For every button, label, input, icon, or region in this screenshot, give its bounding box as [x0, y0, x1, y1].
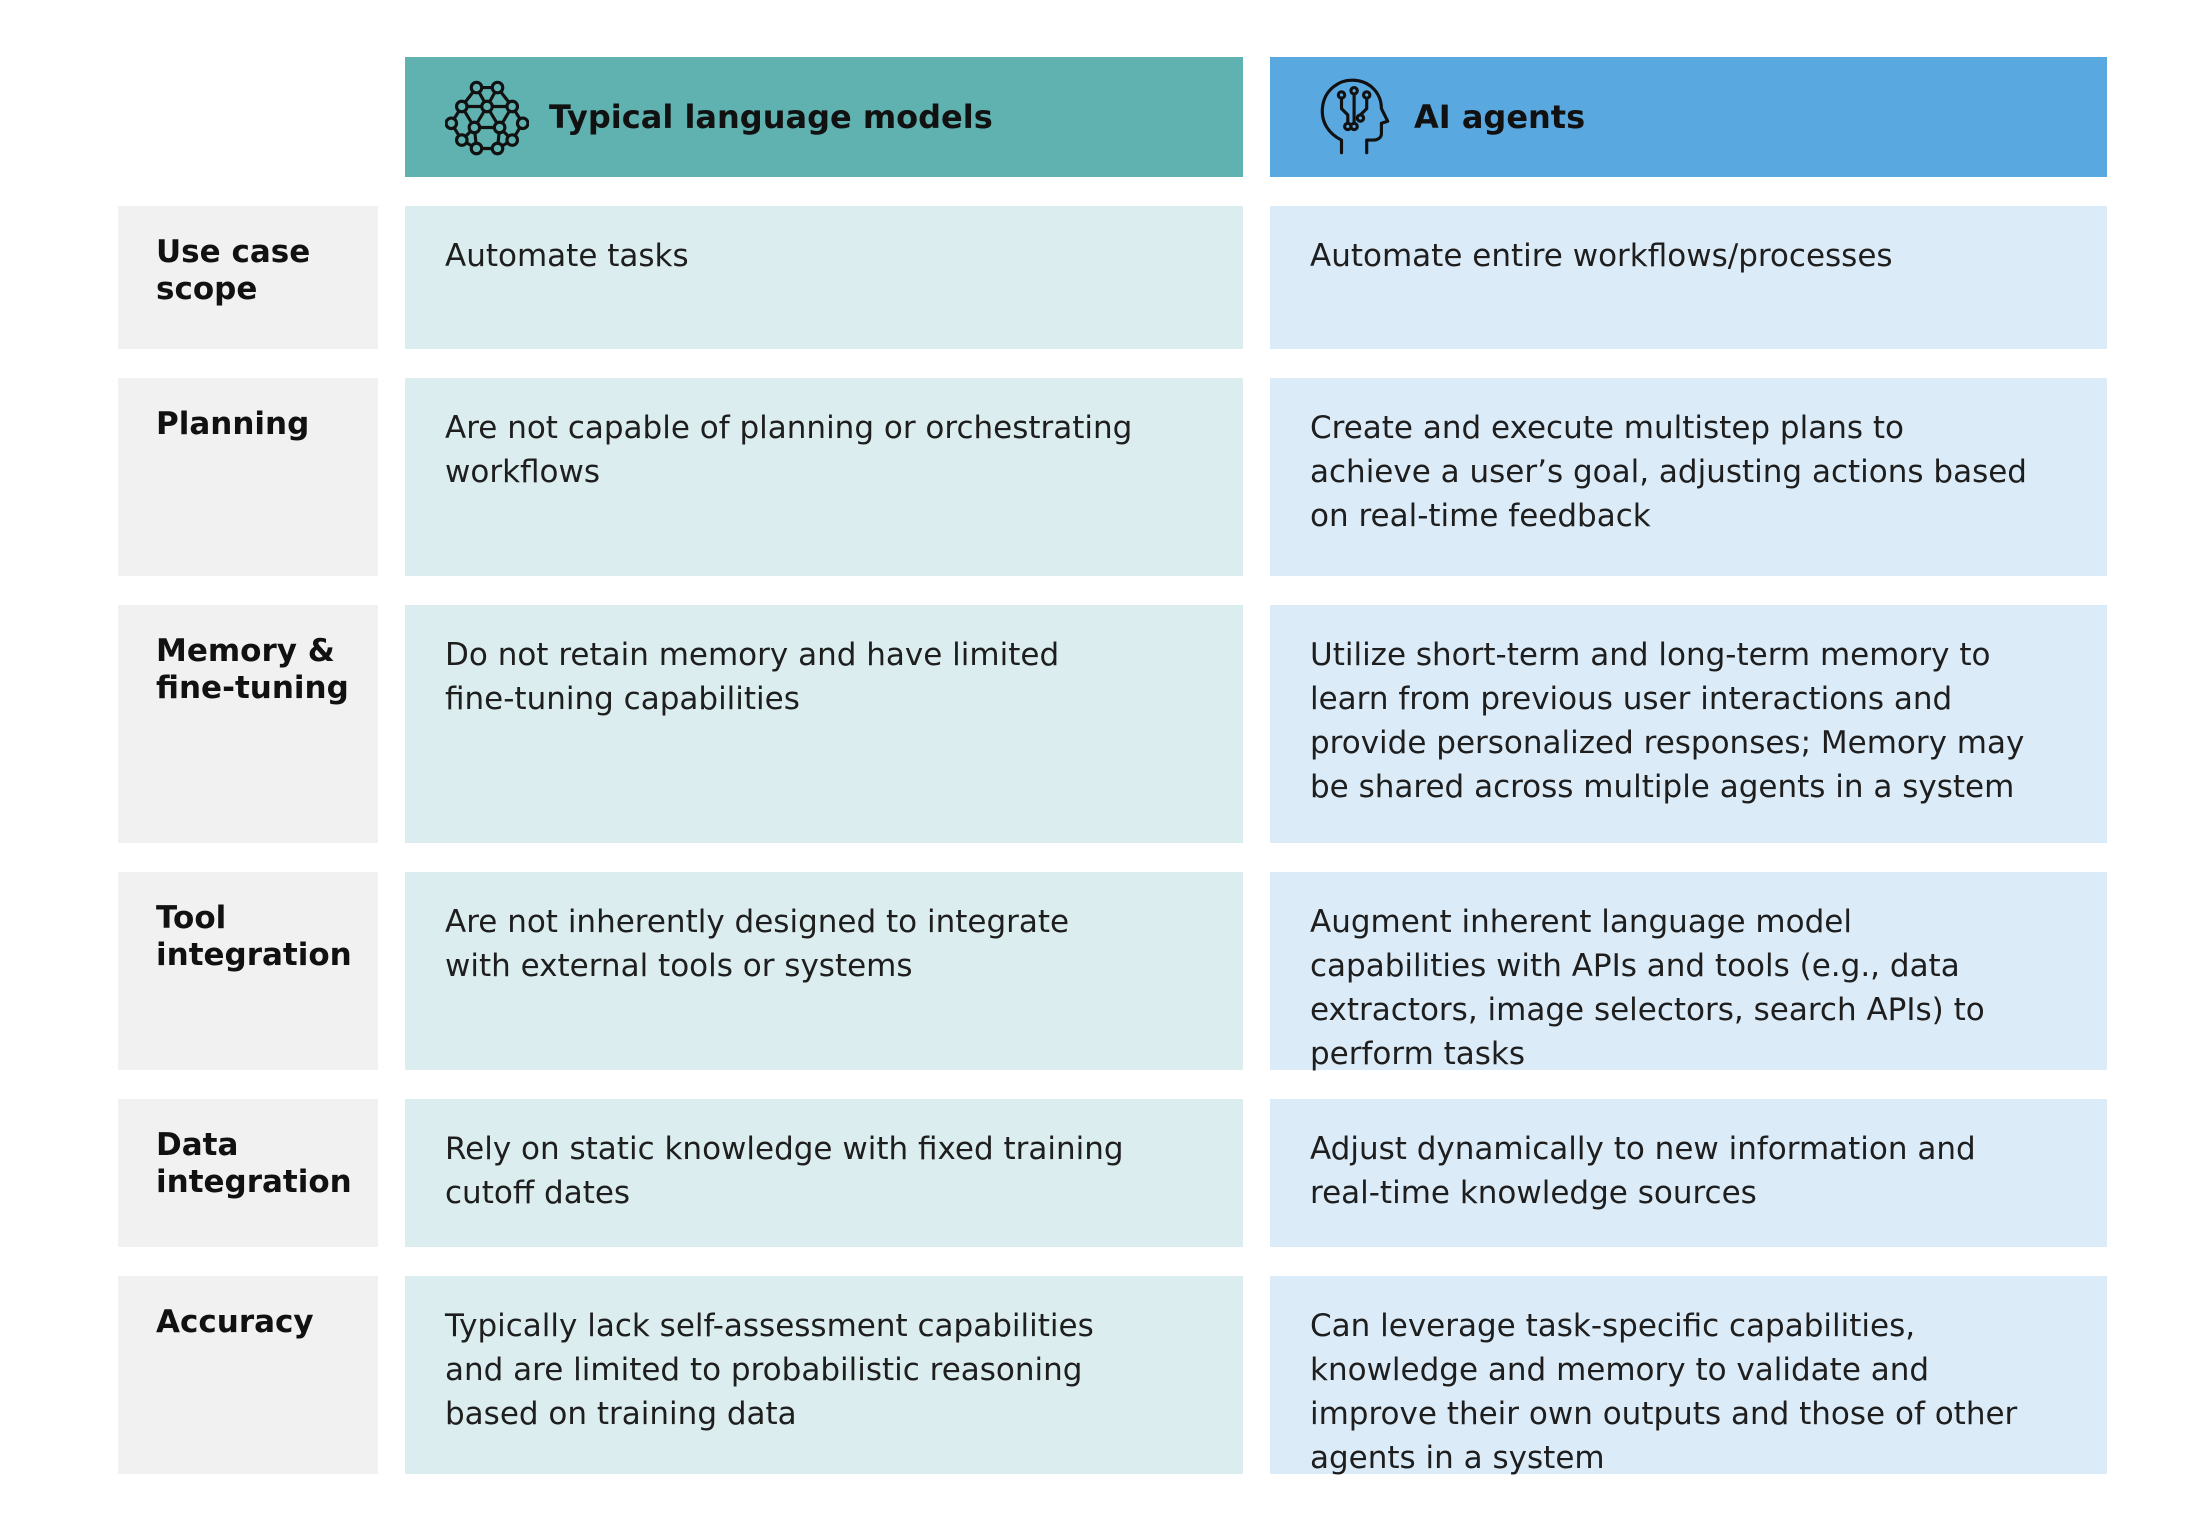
row-header-data-integration: Data integration — [118, 1099, 378, 1247]
row-header-memory-fine-tuning: Memory & fine-tuning — [118, 605, 378, 843]
cell-agents-memory-fine-tuning: Utilize short-term and long-term memory to learn from previous user interactions and provide personalized responses; Memory may be shared across multiple agents in a system — [1270, 605, 2107, 843]
row-header-planning: Planning — [118, 378, 378, 576]
row-header-use-case-scope: Use case scope — [118, 206, 378, 349]
table-corner — [118, 57, 378, 177]
ai-brain-head-icon — [1310, 75, 1394, 159]
cell-agents-planning: Create and execute multistep plans to achieve a user’s goal, adjusting actions based on real-time feedback — [1270, 378, 2107, 576]
row-header-tool-integration: Tool integration — [118, 872, 378, 1070]
column-header-language-models — [405, 57, 1243, 177]
neural-network-icon — [445, 75, 529, 159]
comparison-table — [118, 57, 2107, 1474]
cell-lm-planning: Are not capable of planning or orchestrating workflows — [405, 378, 1243, 576]
cell-lm-data-integration: Rely on static knowledge with fixed training cutoff dates — [405, 1099, 1243, 1247]
cell-lm-use-case-scope: Automate tasks — [405, 206, 1243, 349]
cell-lm-tool-integration: Are not inherently designed to integrate with external tools or systems — [405, 872, 1243, 1070]
cell-lm-memory-fine-tuning: Do not retain memory and have limited fine-tuning capabilities — [405, 605, 1243, 843]
column-header-ai-agents — [1270, 57, 2107, 177]
column-header-label: AI agents — [1414, 98, 1586, 136]
cell-agents-tool-integration: Augment inherent language model capabilities with APIs and tools (e.g., data extractors, image selectors, search APIs) to perform tasks — [1270, 872, 2107, 1070]
row-header-accuracy: Accuracy — [118, 1276, 378, 1474]
cell-agents-accuracy: Can leverage task-specific capabilities, knowledge and memory to validate and improve their own outputs and those of other agents in a system — [1270, 1276, 2107, 1474]
cell-agents-data-integration: Adjust dynamically to new information and real-time knowledge sources — [1270, 1099, 2107, 1247]
column-header-label: Typical language models — [549, 98, 993, 136]
cell-agents-use-case-scope: Automate entire workflows/processes — [1270, 206, 2107, 349]
cell-lm-accuracy: Typically lack self-assessment capabilities and are limited to probabilistic reasoning based on training data — [405, 1276, 1243, 1474]
